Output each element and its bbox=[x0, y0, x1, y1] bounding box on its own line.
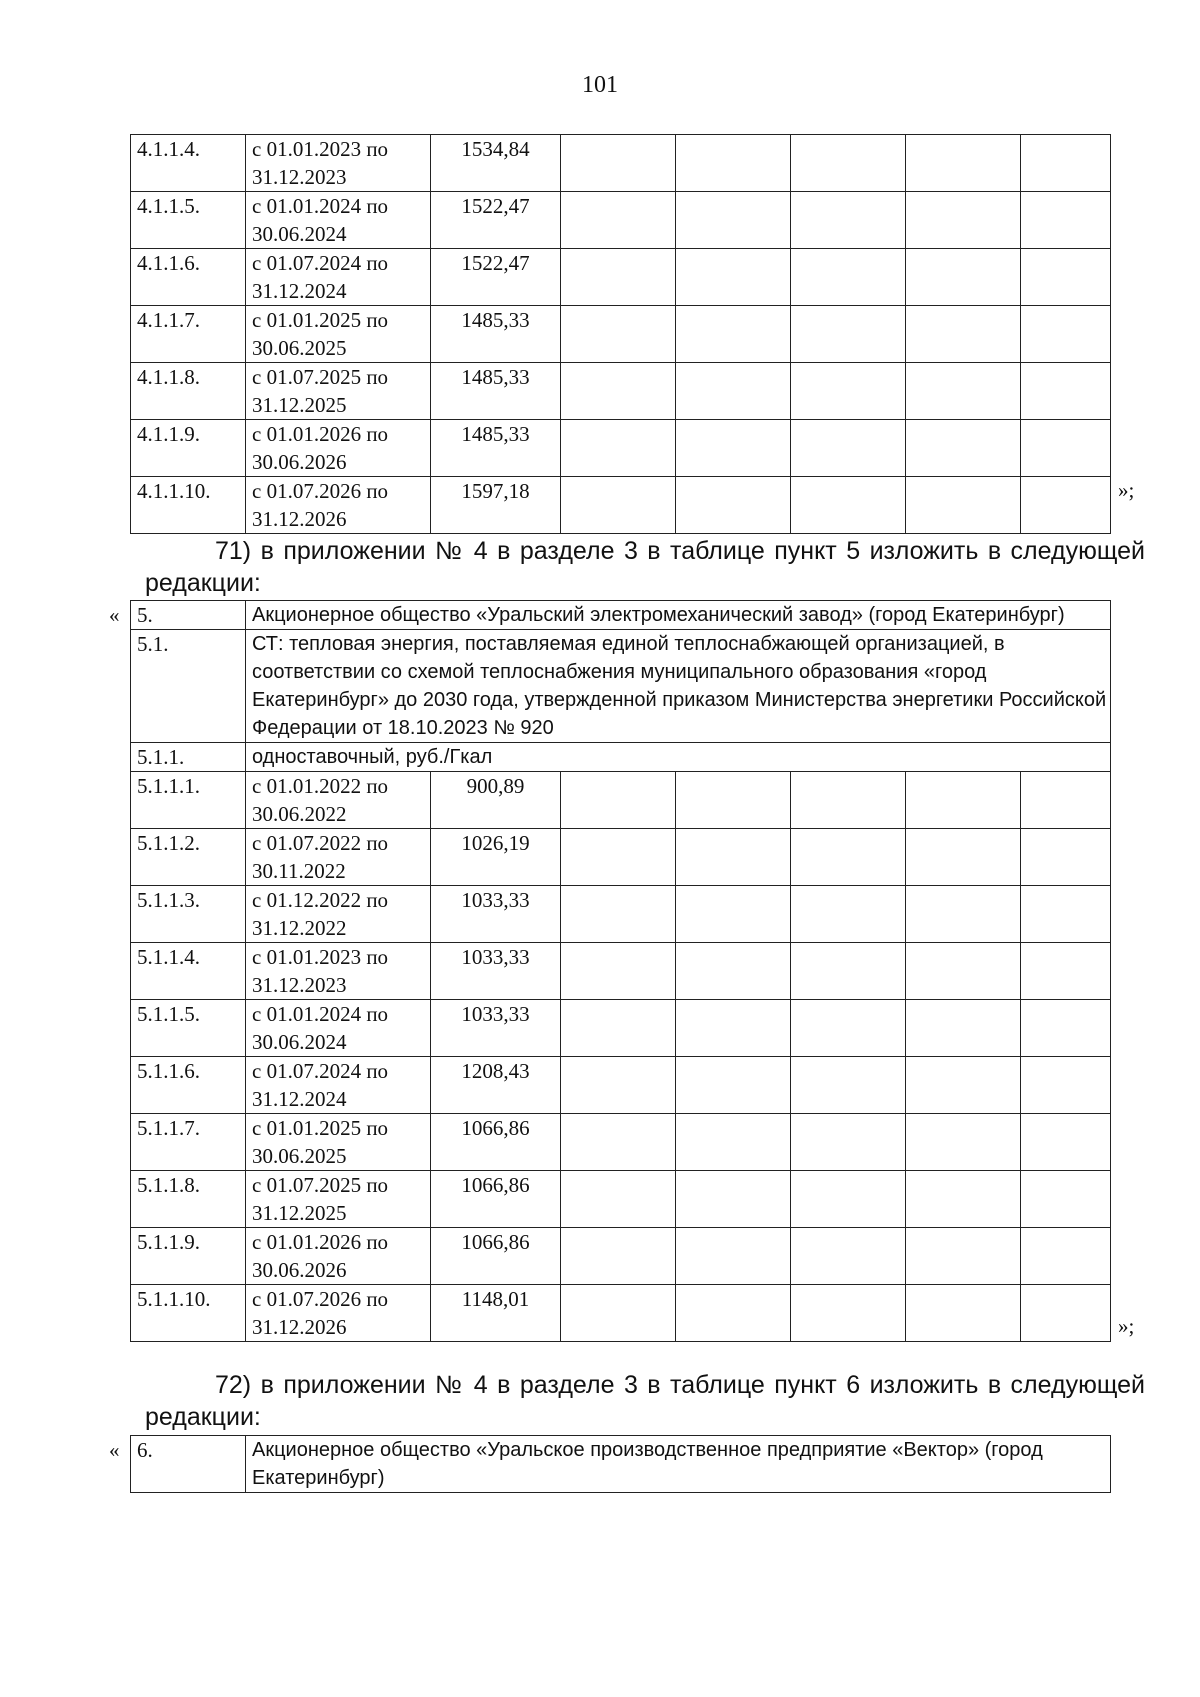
row-number: 5.1.1. bbox=[131, 743, 246, 772]
table-row bbox=[131, 1000, 1111, 1057]
row-number: 5.1.1.3. bbox=[131, 886, 246, 943]
empty-cell bbox=[906, 829, 1021, 886]
period-cell bbox=[246, 420, 431, 477]
period-end: 30.06.2024 bbox=[252, 222, 347, 246]
period-start: с 01.01.2025 по bbox=[252, 1116, 389, 1140]
period-cell bbox=[246, 1171, 431, 1228]
row-number: 5.1.1.2. bbox=[131, 829, 246, 886]
table-row bbox=[131, 306, 1111, 363]
period-start: с 01.01.2025 по bbox=[252, 308, 389, 332]
empty-cell bbox=[561, 943, 676, 1000]
empty-cell bbox=[561, 886, 676, 943]
empty-cell bbox=[676, 943, 791, 1000]
empty-cell bbox=[906, 1057, 1021, 1114]
empty-cell bbox=[1021, 1285, 1111, 1342]
row-number: 4.1.1.4. bbox=[131, 135, 246, 192]
table-row bbox=[131, 1171, 1111, 1228]
empty-cell bbox=[906, 192, 1021, 249]
org-name: Акционерное общество «Уральское производственное предприятие «Вектор» (город Екатеринбург) bbox=[246, 1436, 1111, 1493]
row-number: 4.1.1.7. bbox=[131, 306, 246, 363]
row-number: 5.1. bbox=[131, 630, 246, 743]
empty-cell bbox=[1021, 1114, 1111, 1171]
period-end: 31.12.2024 bbox=[252, 279, 347, 303]
period-cell bbox=[246, 1285, 431, 1342]
tariff-value: 900,89 bbox=[431, 772, 561, 829]
period-end: 30.11.2022 bbox=[252, 859, 346, 883]
period-start: с 01.07.2026 по bbox=[252, 1287, 389, 1311]
empty-cell bbox=[1021, 420, 1111, 477]
period-end: 31.12.2022 bbox=[252, 916, 347, 940]
table-row bbox=[131, 1228, 1111, 1285]
period-end: 30.06.2024 bbox=[252, 1030, 347, 1054]
org-name: Акционерное общество «Уральский электромеханический завод» (город Екатеринбург) bbox=[246, 601, 1111, 630]
tariff-table-4 bbox=[130, 134, 1111, 534]
paragraph-line: редакции: bbox=[145, 1403, 261, 1431]
empty-cell bbox=[1021, 1057, 1111, 1114]
empty-cell bbox=[791, 1057, 906, 1114]
paragraph-line: 71) в приложении № 4 в разделе 3 в таблице пункт 5 изложить в следующей bbox=[215, 537, 1145, 565]
empty-cell bbox=[561, 420, 676, 477]
period-cell bbox=[246, 1228, 431, 1285]
tariff-value: 1033,33 bbox=[431, 1000, 561, 1057]
period-end: 30.06.2026 bbox=[252, 450, 347, 474]
paragraph-line: редакции: bbox=[145, 569, 261, 597]
empty-cell bbox=[676, 192, 791, 249]
empty-cell bbox=[676, 1057, 791, 1114]
empty-cell bbox=[1021, 135, 1111, 192]
empty-cell bbox=[791, 829, 906, 886]
tariff-type-row bbox=[131, 743, 1111, 772]
tariff-value: 1033,33 bbox=[431, 886, 561, 943]
empty-cell bbox=[791, 363, 906, 420]
empty-cell bbox=[1021, 886, 1111, 943]
table-row bbox=[131, 363, 1111, 420]
tariff-value: 1485,33 bbox=[431, 306, 561, 363]
tariff-value: 1033,33 bbox=[431, 943, 561, 1000]
period-end: 31.12.2023 bbox=[252, 165, 347, 189]
amendment-paragraph-71 bbox=[145, 535, 1145, 599]
ct-row bbox=[131, 630, 1111, 743]
empty-cell bbox=[791, 772, 906, 829]
empty-cell bbox=[906, 1171, 1021, 1228]
period-start: с 01.07.2024 по bbox=[252, 1059, 389, 1083]
row-number: 5.1.1.7. bbox=[131, 1114, 246, 1171]
empty-cell bbox=[676, 886, 791, 943]
row-number: 5.1.1.10. bbox=[131, 1285, 246, 1342]
period-cell bbox=[246, 306, 431, 363]
period-cell bbox=[246, 192, 431, 249]
tariff-value: 1522,47 bbox=[431, 192, 561, 249]
empty-cell bbox=[906, 772, 1021, 829]
empty-cell bbox=[676, 135, 791, 192]
empty-cell bbox=[906, 306, 1021, 363]
empty-cell bbox=[561, 1000, 676, 1057]
opening-quote: « bbox=[109, 603, 120, 627]
ct-description: СТ: тепловая энергия, поставляемая единой теплоснабжающей организацией, в соответствии со схемой теплоснабжения муниципального образования «город Екатеринбург» до 2030 года, утвержденной приказом Министерства энергетики Российской Федерации от 18.10.2023 № 920 bbox=[246, 630, 1111, 743]
org-row bbox=[131, 601, 1111, 630]
closing-quote: »; bbox=[1118, 1314, 1135, 1338]
row-number: 4.1.1.9. bbox=[131, 420, 246, 477]
period-end: 31.12.2025 bbox=[252, 1201, 347, 1225]
empty-cell bbox=[1021, 363, 1111, 420]
row-number: 5.1.1.6. bbox=[131, 1057, 246, 1114]
empty-cell bbox=[676, 772, 791, 829]
empty-cell bbox=[561, 772, 676, 829]
empty-cell bbox=[676, 829, 791, 886]
tariff-value: 1522,47 bbox=[431, 249, 561, 306]
row-number: 5.1.1.4. bbox=[131, 943, 246, 1000]
period-start: с 01.01.2022 по bbox=[252, 774, 389, 798]
period-start: с 01.01.2023 по bbox=[252, 137, 389, 161]
empty-cell bbox=[561, 1114, 676, 1171]
empty-cell bbox=[791, 249, 906, 306]
tariff-value: 1026,19 bbox=[431, 829, 561, 886]
tariff-value: 1597,18 bbox=[431, 477, 561, 534]
period-start: с 01.01.2024 по bbox=[252, 194, 389, 218]
table-row bbox=[131, 192, 1111, 249]
empty-cell bbox=[791, 306, 906, 363]
period-cell bbox=[246, 943, 431, 1000]
period-cell bbox=[246, 1000, 431, 1057]
empty-cell bbox=[906, 943, 1021, 1000]
row-number: 5.1.1.8. bbox=[131, 1171, 246, 1228]
table-row bbox=[131, 829, 1111, 886]
tariff-value: 1066,86 bbox=[431, 1114, 561, 1171]
row-number: 6. bbox=[131, 1436, 246, 1493]
row-number: 4.1.1.8. bbox=[131, 363, 246, 420]
period-cell bbox=[246, 829, 431, 886]
period-start: с 01.01.2023 по bbox=[252, 945, 389, 969]
empty-cell bbox=[676, 477, 791, 534]
empty-cell bbox=[1021, 1228, 1111, 1285]
period-start: с 01.07.2024 по bbox=[252, 251, 389, 275]
tariff-type: одноставочный, руб./Гкал bbox=[246, 743, 1111, 772]
period-cell bbox=[246, 1114, 431, 1171]
table-row bbox=[131, 1057, 1111, 1114]
empty-cell bbox=[791, 1114, 906, 1171]
row-number: 5.1.1.5. bbox=[131, 1000, 246, 1057]
empty-cell bbox=[791, 420, 906, 477]
empty-cell bbox=[1021, 477, 1111, 534]
empty-cell bbox=[791, 192, 906, 249]
period-end: 31.12.2023 bbox=[252, 973, 347, 997]
row-number: 4.1.1.10. bbox=[131, 477, 246, 534]
tariff-value: 1208,43 bbox=[431, 1057, 561, 1114]
empty-cell bbox=[1021, 1000, 1111, 1057]
period-cell bbox=[246, 477, 431, 534]
table-row bbox=[131, 477, 1111, 534]
empty-cell bbox=[561, 249, 676, 306]
empty-cell bbox=[791, 135, 906, 192]
empty-cell bbox=[561, 477, 676, 534]
period-end: 30.06.2025 bbox=[252, 1144, 347, 1168]
empty-cell bbox=[676, 363, 791, 420]
period-end: 31.12.2026 bbox=[252, 507, 347, 531]
table-row bbox=[131, 886, 1111, 943]
empty-cell bbox=[676, 1228, 791, 1285]
closing-quote: »; bbox=[1118, 478, 1135, 502]
amendment-paragraph-72 bbox=[145, 1369, 1145, 1433]
period-end: 31.12.2024 bbox=[252, 1087, 347, 1111]
table-row bbox=[131, 1285, 1111, 1342]
empty-cell bbox=[676, 420, 791, 477]
period-start: с 01.01.2026 по bbox=[252, 1230, 389, 1254]
empty-cell bbox=[791, 1228, 906, 1285]
empty-cell bbox=[561, 829, 676, 886]
period-end: 30.06.2025 bbox=[252, 336, 347, 360]
tariff-value: 1534,84 bbox=[431, 135, 561, 192]
empty-cell bbox=[1021, 306, 1111, 363]
empty-cell bbox=[676, 249, 791, 306]
table-row bbox=[131, 420, 1111, 477]
tariff-value: 1066,86 bbox=[431, 1171, 561, 1228]
empty-cell bbox=[561, 1285, 676, 1342]
org-row bbox=[131, 1436, 1111, 1493]
period-start: с 01.07.2025 по bbox=[252, 1173, 389, 1197]
row-number: 4.1.1.5. bbox=[131, 192, 246, 249]
empty-cell bbox=[1021, 192, 1111, 249]
empty-cell bbox=[1021, 943, 1111, 1000]
tariff-value: 1485,33 bbox=[431, 363, 561, 420]
row-number: 5.1.1.9. bbox=[131, 1228, 246, 1285]
tariff-value: 1066,86 bbox=[431, 1228, 561, 1285]
empty-cell bbox=[1021, 829, 1111, 886]
table-row bbox=[131, 1114, 1111, 1171]
empty-cell bbox=[906, 249, 1021, 306]
empty-cell bbox=[561, 363, 676, 420]
table-row bbox=[131, 135, 1111, 192]
empty-cell bbox=[791, 1000, 906, 1057]
empty-cell bbox=[561, 1228, 676, 1285]
empty-cell bbox=[906, 363, 1021, 420]
empty-cell bbox=[1021, 249, 1111, 306]
empty-cell bbox=[906, 1285, 1021, 1342]
period-cell bbox=[246, 886, 431, 943]
empty-cell bbox=[791, 886, 906, 943]
period-cell bbox=[246, 363, 431, 420]
tariff-value: 1148,01 bbox=[431, 1285, 561, 1342]
empty-cell bbox=[676, 306, 791, 363]
empty-cell bbox=[676, 1114, 791, 1171]
empty-cell bbox=[561, 1171, 676, 1228]
period-cell bbox=[246, 249, 431, 306]
empty-cell bbox=[561, 1057, 676, 1114]
period-end: 31.12.2026 bbox=[252, 1315, 347, 1339]
period-start: с 01.07.2026 по bbox=[252, 479, 389, 503]
empty-cell bbox=[676, 1285, 791, 1342]
empty-cell bbox=[791, 943, 906, 1000]
table-row bbox=[131, 772, 1111, 829]
period-end: 30.06.2026 bbox=[252, 1258, 347, 1282]
table-row bbox=[131, 943, 1111, 1000]
opening-quote: « bbox=[109, 1438, 120, 1462]
period-end: 31.12.2025 bbox=[252, 393, 347, 417]
empty-cell bbox=[676, 1171, 791, 1228]
empty-cell bbox=[561, 306, 676, 363]
period-cell bbox=[246, 135, 431, 192]
empty-cell bbox=[906, 420, 1021, 477]
empty-cell bbox=[1021, 1171, 1111, 1228]
empty-cell bbox=[791, 477, 906, 534]
tariff-table-5 bbox=[130, 600, 1111, 1342]
empty-cell bbox=[906, 1228, 1021, 1285]
empty-cell bbox=[906, 135, 1021, 192]
empty-cell bbox=[906, 1000, 1021, 1057]
page-number: 101 bbox=[582, 72, 618, 98]
period-start: с 01.01.2024 по bbox=[252, 1002, 389, 1026]
paragraph-line: 72) в приложении № 4 в разделе 3 в таблице пункт 6 изложить в следующей bbox=[215, 1371, 1145, 1399]
period-cell bbox=[246, 1057, 431, 1114]
empty-cell bbox=[906, 886, 1021, 943]
period-cell bbox=[246, 772, 431, 829]
tariff-table-6 bbox=[130, 1435, 1111, 1493]
period-end: 30.06.2022 bbox=[252, 802, 347, 826]
empty-cell bbox=[906, 477, 1021, 534]
empty-cell bbox=[906, 1114, 1021, 1171]
empty-cell bbox=[1021, 772, 1111, 829]
period-start: с 01.07.2022 по bbox=[252, 831, 389, 855]
empty-cell bbox=[791, 1171, 906, 1228]
row-number: 4.1.1.6. bbox=[131, 249, 246, 306]
empty-cell bbox=[791, 1285, 906, 1342]
row-number: 5. bbox=[131, 601, 246, 630]
period-start: с 01.01.2026 по bbox=[252, 422, 389, 446]
table-row bbox=[131, 249, 1111, 306]
period-start: с 01.12.2022 по bbox=[252, 888, 389, 912]
empty-cell bbox=[561, 192, 676, 249]
row-number: 5.1.1.1. bbox=[131, 772, 246, 829]
empty-cell bbox=[676, 1000, 791, 1057]
period-start: с 01.07.2025 по bbox=[252, 365, 389, 389]
tariff-value: 1485,33 bbox=[431, 420, 561, 477]
empty-cell bbox=[561, 135, 676, 192]
